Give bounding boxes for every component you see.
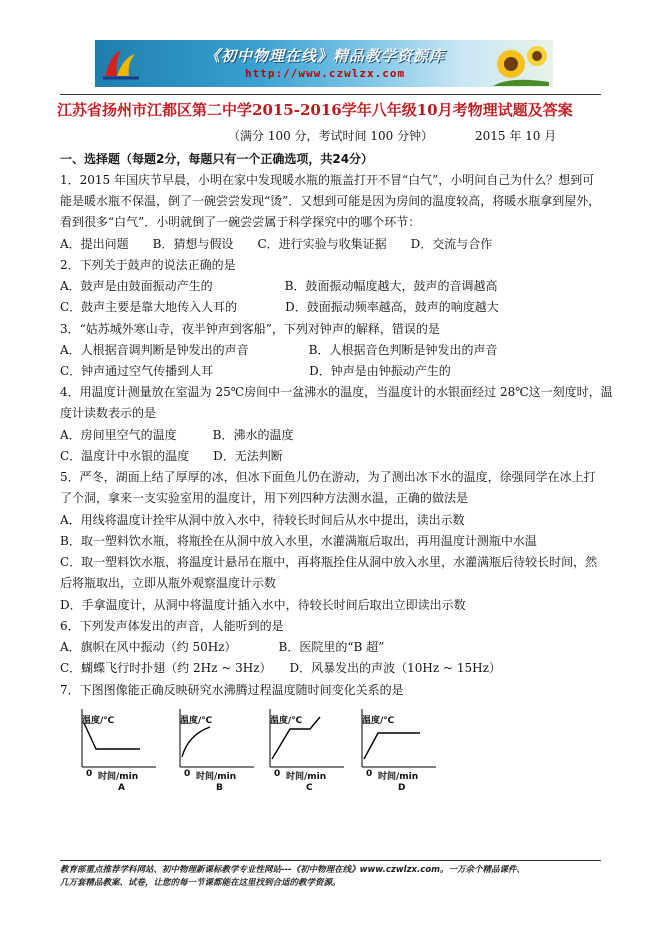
- graph-d: [350, 705, 436, 800]
- banner-title: 《初中物理在线》精品教学资源库: [205, 47, 446, 65]
- option-line: C．温度计中水银的温度 D．无法判断: [60, 449, 283, 463]
- footer-divider: [60, 860, 601, 861]
- graph-letter: A: [118, 783, 125, 793]
- option-line: C．鼓声主要是靠大地传入人耳的 D．鼓面振动频率越高，鼓声的响度越大: [60, 300, 499, 314]
- option-line: A．房间里空气的温度 B．沸水的温度: [60, 428, 294, 442]
- footer-line: 几万套精品教案、试卷，让您的每一节课都能在这里找到合适的教学资源。: [60, 878, 341, 888]
- option-line: C．蝴蝶飞行时扑翅（约 2Hz ~ 3Hz） D．风暴发出的声波（10Hz ~ 15Hz）: [60, 661, 501, 675]
- option-line: A．提出问题 B．猜想与假设 C．进行实验与收集证据 D．交流与合作: [60, 237, 493, 251]
- graph-ylabel: 温度/℃: [82, 716, 115, 726]
- option-line: A．鼓声是由鼓面振动产生的 B．鼓面振动幅度越大，鼓声的音调越高: [60, 279, 498, 293]
- section-heading-choice: 一、选择题（每题2分，每题只有一个正确选项，共24分）: [60, 152, 374, 166]
- graph-b: [168, 705, 254, 800]
- option-line: A．用线将温度计拴牢从洞中放入水中，待较长时间后从水中提出，读出示数: [60, 513, 465, 527]
- document-title: 江苏省扬州市江都区第二中学2015-2016学年八年级10月考物理试题及答案: [57, 101, 573, 119]
- option-line: A．人根据音调判断是钟发出的声音 B．人根据音色判断是钟发出的声音: [60, 343, 498, 357]
- question-line: 了个洞，拿来一支实验室用的温度计，用下列四种方法测水温，正确的做法是: [60, 491, 469, 505]
- banner-url[interactable]: http://www.czwlzx.com: [245, 67, 406, 80]
- question-line: 度计读数表示的是: [60, 406, 157, 420]
- question-line: 1．2015 年国庆节早晨，小明在家中发现暖水瓶的瓶盖打开不冒“白气”，小明问自己为什么？想到可: [60, 173, 595, 187]
- graph-letter: D: [398, 783, 406, 793]
- graph-ylabel: 温度/℃: [180, 716, 213, 726]
- graph-letter: B: [216, 783, 223, 793]
- question-line: 5．严冬，湖面上结了厚厚的冰，但冰下面鱼儿仍在游动，为了测出冰下水的温度，徐强同学在冰上打: [60, 470, 596, 484]
- header-divider: [60, 94, 601, 95]
- page-footer: [60, 864, 605, 890]
- footer-line: 教育部重点推荐学科网站、初中物理新课标教学专业性网站---《初中物理在线》www.czwlzx.com。一万余个精品课件、: [60, 865, 525, 875]
- option-line: C．钟声通过空气传播到人耳 D．钟声是由钟振动产生的: [60, 364, 451, 378]
- graph-xlabel: 时间/min: [98, 772, 139, 782]
- graph-origin: 0: [86, 769, 93, 779]
- exam-meta-date: 2015 年 10 月: [475, 129, 557, 143]
- question-line: 6．下列发声体发出的声音，人能听到的是: [60, 619, 284, 633]
- graph-a: [70, 705, 156, 800]
- graph-ylabel: 温度/℃: [270, 716, 303, 726]
- graph-xlabel: 时间/min: [196, 772, 237, 782]
- graph-c: [258, 705, 344, 800]
- site-logo-icon: [101, 46, 141, 82]
- option-line: C．取一塑料饮水瓶，将温度计悬吊在瓶中，再将瓶拴住从洞中放入水里，水灌满瓶后待较长时间，然: [60, 555, 598, 569]
- graph-origin: 0: [366, 769, 373, 779]
- question-line: 7．下图图像能正确反映研究水沸腾过程温度随时间变化关系的是: [60, 683, 404, 697]
- exam-meta-score: （满分 100 分，考试时间 100 分钟）: [228, 129, 434, 143]
- boiling-graphs: [60, 705, 460, 800]
- option-line: 后将瓶取出，立即从瓶外观察温度计示数: [60, 576, 277, 590]
- option-line: A．旗帜在风中振动（约 50Hz） B．医院里的“B 超”: [60, 640, 385, 654]
- question-line: 能是暖水瓶不保温，倒了一碗尝尝发现“烫”．又想到可能是因为房间的温度较高，将暖水瓶拿到屋外，: [60, 194, 601, 208]
- sunflower-icon: [491, 42, 549, 86]
- graph-origin: 0: [184, 769, 191, 779]
- graph-letter: C: [306, 783, 313, 793]
- question-line: 看到很多“白气”．小明就倒了一碗尝尝属于科学探究中的哪个环节：: [60, 215, 421, 229]
- question-line: 4．用温度计测量放在室温为 25℃房间中一盆沸水的温度，当温度计的水银面经过 28℃这一刻度时，温: [60, 385, 613, 399]
- option-line: D．手拿温度计，从洞中将温度计插入水中，待较长时间后取出立即读出示数: [60, 598, 466, 612]
- option-line: B．取一塑料饮水瓶，将瓶拴在从洞中放入水里，水灌满瓶后取出，再用温度计测瓶中水温: [60, 534, 537, 548]
- graph-xlabel: 时间/min: [378, 772, 419, 782]
- graph-ylabel: 温度/℃: [362, 716, 395, 726]
- question-line: 2．下列关于鼓声的说法正确的是: [60, 258, 236, 272]
- question-line: 3．“姑苏城外寒山寺，夜半钟声到客船”，下列对钟声的解释，错误的是: [60, 322, 440, 336]
- site-banner: [95, 40, 553, 87]
- graph-xlabel: 时间/min: [286, 772, 327, 782]
- graph-origin: 0: [274, 769, 281, 779]
